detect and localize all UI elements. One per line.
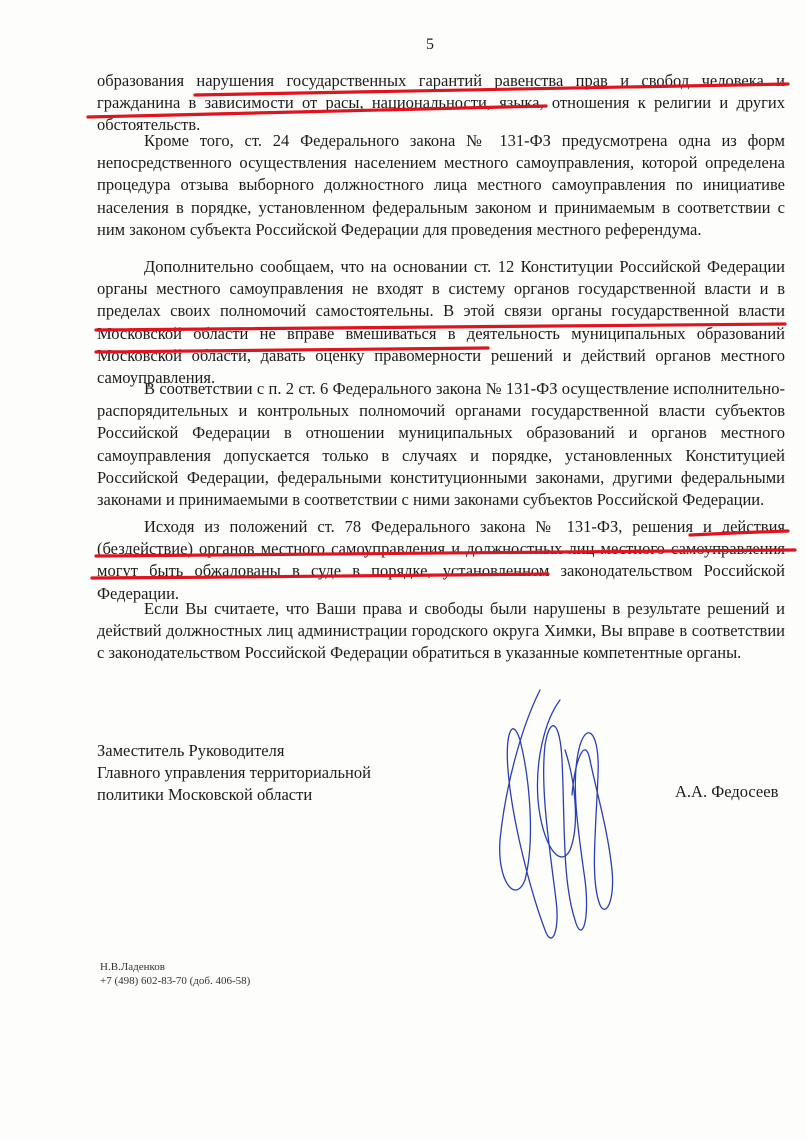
- signatory-title-line-3: политики Московской области: [97, 785, 313, 804]
- signatory-title: [97, 740, 371, 806]
- executor-phone: +7 (498) 602-83-70 (доб. 406-58): [100, 975, 251, 987]
- handwritten-signature: [500, 690, 613, 938]
- paragraph-6: Если Вы считаете, что Ваши права и свободы были нарушены в результате решений и действий должностных лиц администрации городского округа Химки, Вы вправе в соответствии с законодательством Российской Федерации обратиться в указанные компетентные органы.: [97, 599, 785, 663]
- executor-info: [100, 960, 250, 988]
- paragraph-3: Дополнительно сообщаем, что на основании ст. 12 Конституции Российской Федерации органы местного самоуправления не входят в систему органов государственной власти и в пределах своих полномочий самостоятельны. В этой связи органы государственной власти Московской области не вправе вмешиваться в деятельность муниципальных образований Московской области, давать оценку правомерности решений и действий органов местного самоуправления.: [97, 257, 785, 388]
- paragraph-2: Кроме того, ст. 24 Федерального закона № 131-ФЗ предусмотрена одна из форм непосредственного осуществления населением местного самоуправления, которой определена процедура отзыва выборного должностного лица местного самоуправления по инициативе населения в порядке, установленном федеральным законом и принимаемым в соответствии с ним законом субъекта Российской Федерации для проведения местного референдума.: [97, 131, 785, 239]
- paragraph-4: В соответствии с п. 2 ст. 6 Федерального закона № 131-ФЗ осуществление исполнительно-распорядительных и контрольных полномочий органами государственной власти субъектов Российской Федерации в отношении муниципальных образований и органов местного самоуправления допускается только в случаях и порядке, установленных Конституцией Российской Федерации, федеральными конституционными законами, другими федеральными законами и принимаемыми в соответствии с ними законами субъектов Российской Федерации.: [97, 379, 785, 510]
- signatory-title-line-1: Заместитель Руководителя: [97, 741, 285, 760]
- executor-name: Н.В.Ладенков: [100, 961, 165, 973]
- paragraph-1: образования нарушения государственных гарантий равенства прав и свобод человека и гражданина в зависимости от расы, национальности, языка, отношения к религии и других обстоятельств.: [97, 71, 785, 135]
- paragraph-5: Исходя из положений ст. 78 Федерального закона № 131-ФЗ, решения и действия (бездействие) органов местного самоуправления и должностных лиц местного самоуправления могут быть обжалованы в суде в порядке, установленном законодательством Российской Федерации.: [97, 517, 785, 603]
- signatory-title-line-2: Главного управления территориальной: [97, 763, 371, 782]
- page-number: 5: [426, 36, 434, 53]
- signer-name: А.А. Федосеев: [675, 782, 779, 801]
